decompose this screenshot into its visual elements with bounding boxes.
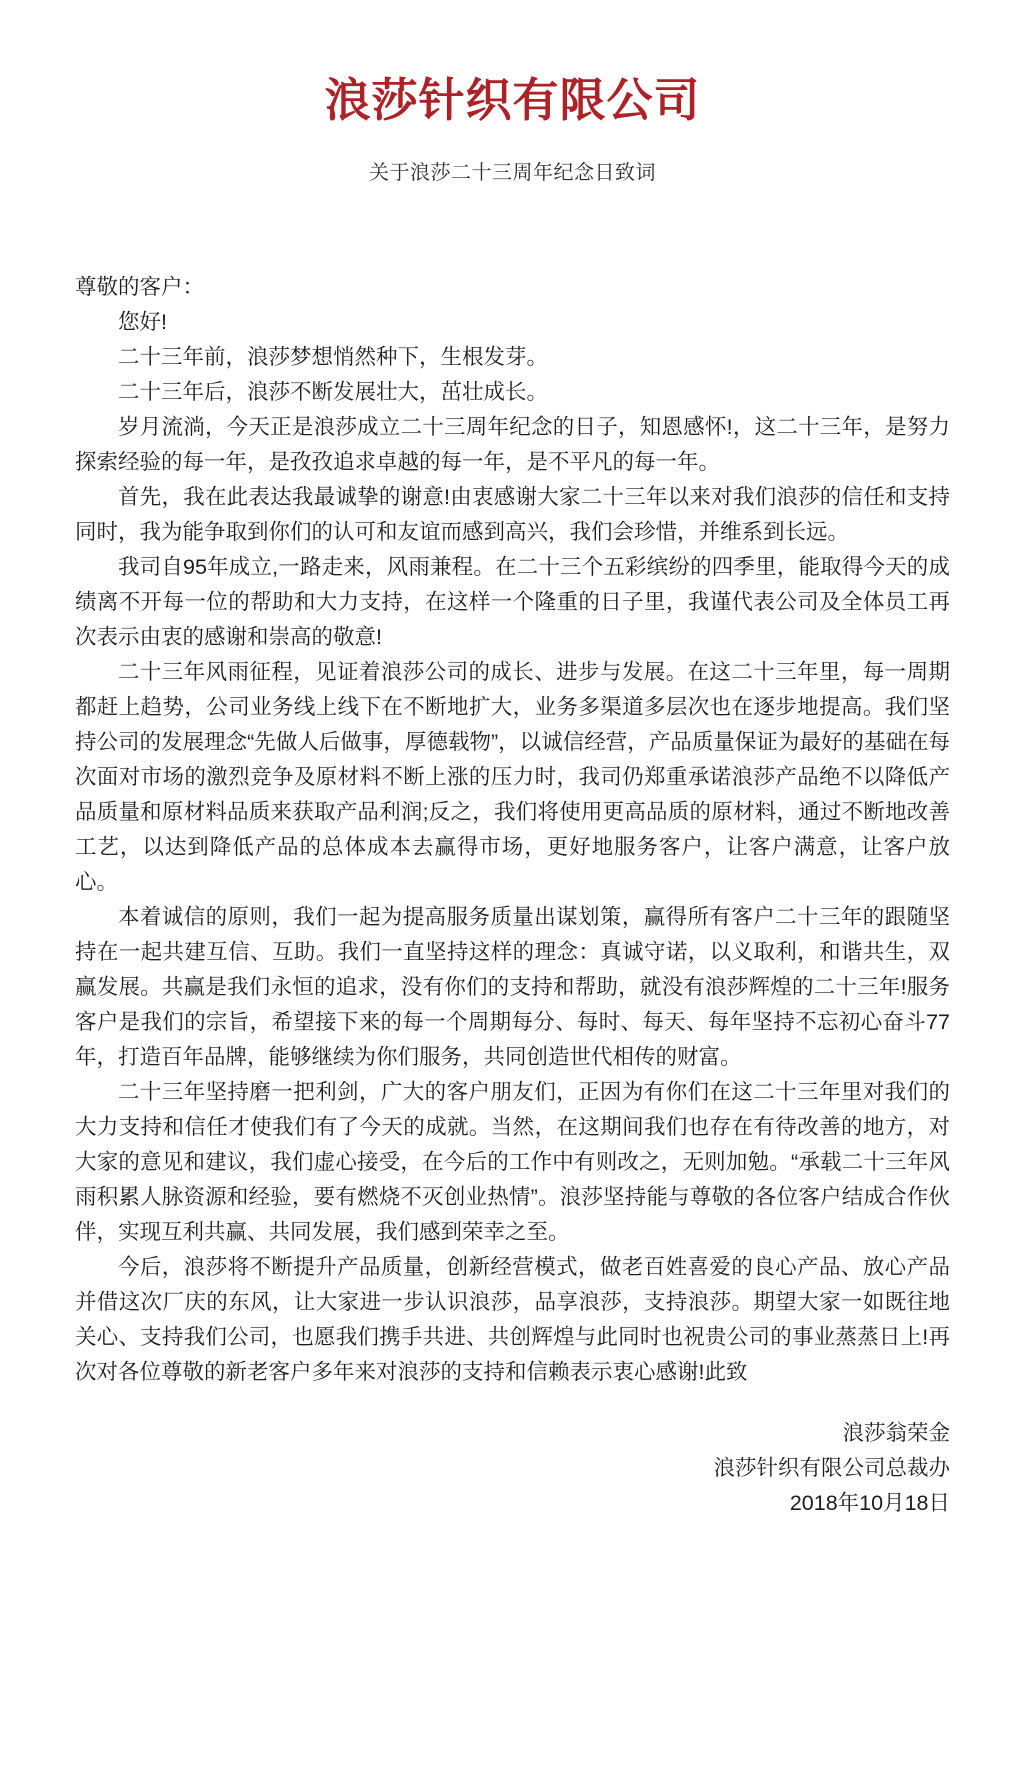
signature-name: 浪莎翁荣金 <box>842 1421 950 1445</box>
paragraph-23-years-later: 二十三年后，浪莎不断发展壮大，茁壮成长。 <box>118 380 549 404</box>
document-subtitle: 关于浪莎二十三周年纪念日致词 <box>369 162 656 184</box>
paragraph-growth-and-quality: 二十三年风雨征程，见证着浪莎公司的成长、进步与发展。在这二十三年里，每一周期都赶上趋势，公司业务线上线下在不断地扩大，业务多渠道多层次也在逐步地提高。我们坚持公司的发展理念“先做人后做事，厚德载物”，以诚信经营，产品质量保证为最好的基础在每次面对市场的激烈竞争及原材料不断上涨的压力时，我司仍郑重承诺浪莎产品绝不以降低产品质量和原材料品质来获取产品利润;反之，我们将使用更高品质的原材料，通过不断地改善工艺，以达到降低产品的总体成本去赢得市场，更好地服务客户，让客户满意，让客户放心。 <box>75 660 950 894</box>
company-title: 浪莎针织有限公司 <box>324 74 701 126</box>
paragraph-customer-support: 二十三年坚持磨一把利剑，广大的客户朋友们，正因为有你们在这二十三年里对我们的大力支持和信任才使我们有了今天的成就。当然，在这期间我们也存在有待改善的地方，对大家的意见和建议，我们虚心接受，在今后的工作中有则改之，无则加勉。“承载二十三年风雨积累人脉资源和经验，要有燃烧不灭创业热情”。浪莎坚持能与尊敬的各位客户结成合作伙伴，实现互利共赢、共同发展，我们感到荣幸之至。 <box>75 1080 950 1244</box>
signature-block <box>75 1416 950 1521</box>
salutation: 尊敬的客户： <box>75 275 205 299</box>
letter-body <box>75 270 950 1390</box>
paragraph-future-outlook: 今后，浪莎将不断提升产品质量，创新经营模式，做老百姓喜爱的良心产品、放心产品并借这次厂庆的东风，让大家进一步认识浪莎，品享浪莎，支持浪莎。期望大家一如既往地关心、支持我们公司，也愿我们携手共进、共创辉煌与此同时也祝贵公司的事业蒸蒸日上!再次对各位尊敬的新老客户多年来对浪莎的支持和信赖表示衷心感谢!此致 <box>75 1255 950 1384</box>
paragraph-anniversary: 岁月流淌，今天正是浪莎成立二十三周年纪念的日子，知恩感怀!，这二十三年，是努力探索经验的每一年，是孜孜追求卓越的每一年，是不平凡的每一年。 <box>75 415 950 474</box>
paragraph-since-1995: 我司自95年成立,一路走来，风雨兼程。在二十三个五彩缤纷的四季里，能取得今天的成绩离不开每一位的帮助和大力支持，在这样一个隆重的日子里，我谨代表公司及全体员工再次表示由衷的感谢和崇高的敬意! <box>75 555 950 649</box>
paragraph-23-years-ago: 二十三年前，浪莎梦想悄然种下，生根发芽。 <box>118 345 549 369</box>
paragraph-greeting: 您好! <box>118 310 167 334</box>
paragraph-integrity-principle: 本着诚信的原则，我们一起为提高服务质量出谋划策，赢得所有客户二十三年的跟随坚持在一起共建互信、互助。我们一直坚持这样的理念：真诚守诺，以义取利，和谐共生，双赢发展。共赢是我们永恒的追求，没有你们的支持和帮助，就没有浪莎辉煌的二十三年!服务客户是我们的宗旨，希望接下来的每一个周期每分、每时、每天、每年坚持不忘初心奋斗77年，打造百年品牌，能够继续为你们服务，共同创造世代相传的财富。 <box>75 905 950 1069</box>
signature-date: 2018年10月18日 <box>789 1491 950 1515</box>
signature-department: 浪莎针织有限公司总裁办 <box>713 1456 950 1480</box>
paragraph-gratitude: 首先，我在此表达我最诚挚的谢意!由衷感谢大家二十三年以来对我们浪莎的信任和支持同时，我为能争取到你们的认可和友谊而感到高兴，我们会珍惜，并维系到长远。 <box>75 485 950 544</box>
